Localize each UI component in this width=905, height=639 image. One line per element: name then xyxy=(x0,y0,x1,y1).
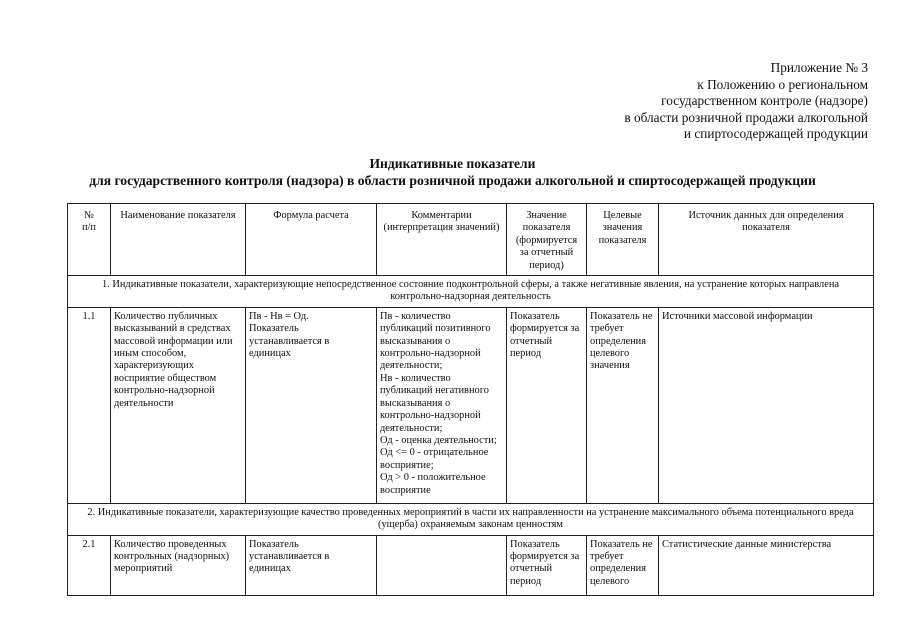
text-line: Пв - Нв = Од. xyxy=(249,310,309,322)
text-line: 1. Индикативные показатели, характеризующие непосредственное состояние подконтрольной сферы, а также негативные явления, на устранение которых направлена xyxy=(101,279,840,291)
text-line: Показатель xyxy=(249,538,299,550)
annex-line: к Положению о региональном xyxy=(697,76,868,92)
text-line: мероприятий xyxy=(114,563,173,575)
row-num: 1.1 xyxy=(68,307,111,503)
section-row xyxy=(68,503,874,535)
text-line: Источник данных для определения xyxy=(688,210,844,221)
title-line-2: для государственного контроля (надзора) в области розничной продажи алкогольной и спиртосодержащей продукции xyxy=(89,173,816,188)
row-value xyxy=(507,307,587,503)
text-line: значения xyxy=(590,360,630,372)
text-line: Количество публичных xyxy=(114,310,218,322)
text-line: контрольно-надзорной xyxy=(380,348,481,360)
annex-line: Приложение № 3 xyxy=(770,60,868,75)
section-1-heading xyxy=(68,276,874,308)
text-line: период) xyxy=(529,259,564,271)
text-line: Комментарии xyxy=(411,210,472,221)
text-line: деятельности; xyxy=(380,422,443,434)
text-line: показателя xyxy=(598,234,647,246)
text-line: устанавливается в xyxy=(249,335,330,347)
text-line: деятельности xyxy=(114,397,174,409)
text-line: публикаций позитивного xyxy=(380,323,491,335)
text-line: контрольных (надзорных) xyxy=(114,551,230,563)
text-line: Показатель xyxy=(510,538,560,550)
text-line: показателя xyxy=(742,222,790,234)
text-line: 2. Индикативные показатели, характеризующие качество проведенных мероприятий в части их направленности на устранение максимального объема потенциального вреда xyxy=(87,506,854,518)
text-line: Пв - количество xyxy=(380,310,451,322)
text-line: показателя xyxy=(522,222,571,234)
table-row xyxy=(68,307,874,503)
document-title xyxy=(0,155,905,189)
text-line: п/п xyxy=(81,222,96,234)
row-source xyxy=(659,535,874,595)
text-line: целевого xyxy=(590,575,630,587)
text-line: определения xyxy=(590,335,647,347)
row-value xyxy=(507,535,587,595)
section-2-heading xyxy=(68,503,874,535)
header-source xyxy=(659,204,874,276)
text-line: Формула расчета xyxy=(273,210,349,221)
text-line: Источники массовой информации xyxy=(662,310,813,322)
row-target xyxy=(587,535,659,595)
text-line: формируется за xyxy=(510,323,580,335)
row-formula xyxy=(246,535,377,595)
text-line: единицах xyxy=(249,348,291,360)
text-line: контрольно-надзорная деятельность xyxy=(390,291,551,303)
text-line: Показатель не xyxy=(590,538,653,550)
annex-line: в области розничной продажи алкогольной xyxy=(624,109,868,125)
text-line: восприятие обществом xyxy=(114,372,217,384)
row-target xyxy=(587,307,659,503)
text-line: Од <= 0 - отрицательное xyxy=(380,447,489,459)
header-comment xyxy=(377,204,507,276)
text-line: требует xyxy=(590,323,624,335)
text-line: Статистические данные министерства xyxy=(662,538,832,550)
text-line: (формируется xyxy=(515,234,578,246)
text-line: отчетный xyxy=(510,563,553,575)
text-line: Показатель не xyxy=(590,310,653,322)
row-name xyxy=(111,307,246,503)
row-source xyxy=(659,307,874,503)
text-line: Целевые xyxy=(603,210,642,221)
row-name xyxy=(111,535,246,595)
text-line: иным способом, xyxy=(114,348,187,360)
text-line: Показатель xyxy=(249,323,299,335)
section-row xyxy=(68,276,874,308)
text-line: единицах xyxy=(249,563,291,575)
text-line: Значение xyxy=(526,210,567,221)
text-line: Количество проведенных xyxy=(114,538,227,550)
text-line: высказываний в средствах xyxy=(114,323,231,335)
text-line: Од - оценка деятельности; xyxy=(380,434,497,446)
header-target xyxy=(587,204,659,276)
annex-line: государственном контроле (надзоре) xyxy=(661,93,868,108)
text-line: Наименование показателя xyxy=(120,210,236,221)
text-line: восприятие; xyxy=(380,459,434,471)
text-line: контрольно-надзорной xyxy=(380,410,481,422)
header-name xyxy=(111,204,246,276)
indicators-table xyxy=(67,203,874,596)
text-line: отчетный xyxy=(510,335,553,347)
text-line: за отчетный xyxy=(519,247,574,259)
annex-line: и спиртосодержащей продукции xyxy=(683,126,868,141)
title-line-1: Индикативные показатели xyxy=(369,156,536,171)
text-line: (ущерба) охраняемым законам ценностям xyxy=(378,519,563,531)
text-line: характеризующих xyxy=(114,360,194,372)
text-line: Од > 0 - положительное xyxy=(380,472,486,484)
text-line: публикаций негативного xyxy=(380,385,489,397)
text-line: контрольно-надзорной xyxy=(114,385,215,397)
annex-reference xyxy=(624,60,868,143)
text-line: (интерпретация значений) xyxy=(383,222,500,234)
text-line: значения xyxy=(602,222,643,234)
text-line: устанавливается в xyxy=(249,551,330,563)
text-line: формируется за xyxy=(510,551,580,563)
header-num xyxy=(68,204,111,276)
row-formula xyxy=(246,307,377,503)
text-line: № xyxy=(84,210,94,221)
row-comment xyxy=(377,307,507,503)
text-line: деятельности; xyxy=(380,360,443,372)
table-row xyxy=(68,535,874,595)
text-line: Показатель xyxy=(510,310,560,322)
text-line: определения xyxy=(590,563,647,575)
text-line: массовой информации или xyxy=(114,335,233,347)
text-line: высказывания о xyxy=(380,397,451,409)
text-line: требует xyxy=(590,551,624,563)
row-num: 2.1 xyxy=(68,535,111,595)
header-formula xyxy=(246,204,377,276)
text-line: период xyxy=(510,348,542,360)
table-header-row xyxy=(68,204,874,276)
text-line: Нв - количество xyxy=(380,372,451,384)
row-comment xyxy=(377,535,507,595)
text-line: период xyxy=(510,575,542,587)
header-value xyxy=(507,204,587,276)
text-line: высказывания о xyxy=(380,335,451,347)
text-line: восприятие xyxy=(380,484,431,496)
text-line: целевого xyxy=(590,348,630,360)
